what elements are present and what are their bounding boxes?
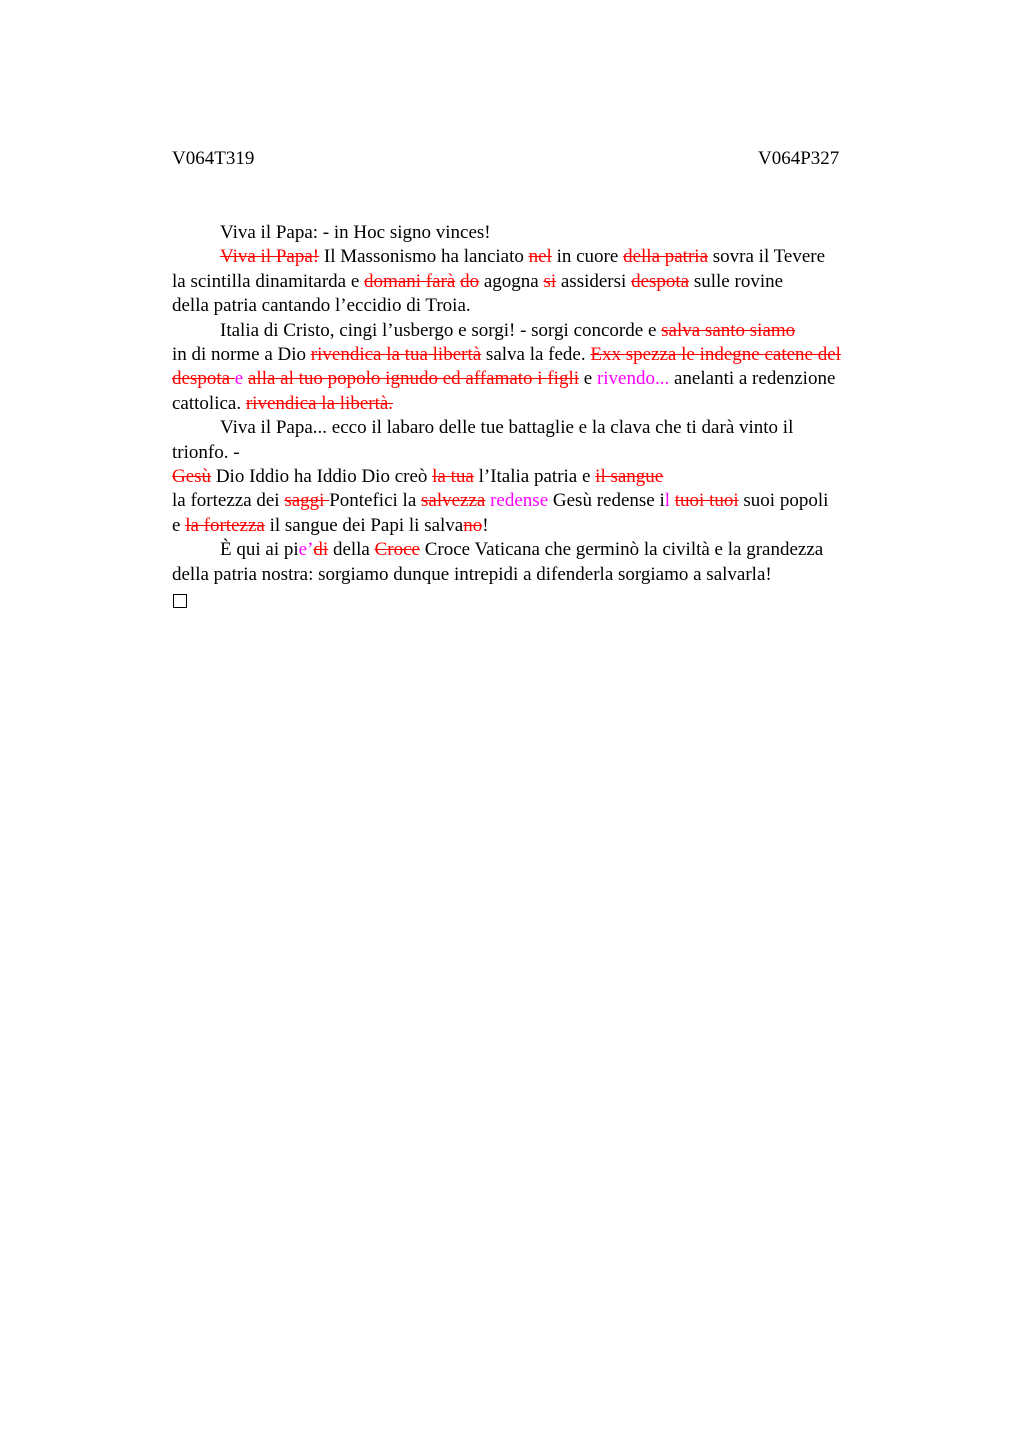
plain-text: salva la fede.	[481, 344, 591, 366]
text-line	[172, 563, 907, 587]
plain-text: !	[482, 514, 489, 536]
plain-text: Viva il Papa: - in Hoc signo vinces!	[220, 222, 491, 243]
plain-text: Viva il Papa... ecco il labaro delle tue battaglie e la clava che ti darà vinto il	[220, 417, 794, 439]
document-id-right: V064P327	[758, 148, 840, 169]
deleted-text: rivendica la tua libertà	[310, 344, 482, 366]
plain-text: cattolica.	[172, 392, 246, 414]
deleted-text: della patria	[623, 246, 709, 268]
text-line	[172, 245, 907, 269]
text-line	[172, 221, 907, 245]
text-line	[172, 270, 907, 294]
deleted-text: il sangue	[595, 466, 664, 488]
deleted-text: di	[313, 539, 329, 561]
plain-text: Pontefici la	[329, 490, 422, 512]
deleted-text: Viva il Papa!	[220, 246, 320, 268]
deleted-text: no	[463, 514, 483, 536]
document-id-left: V064T319	[172, 148, 255, 169]
plain-text: sulle rovine	[689, 270, 784, 292]
deleted-text: domani farà	[364, 270, 456, 292]
text-line	[172, 538, 907, 562]
deleted-text: si	[543, 270, 557, 292]
plain-text: agogna	[479, 270, 544, 292]
deleted-text: nel	[528, 246, 552, 268]
plain-text: Gesù redense i	[548, 490, 665, 512]
plain-text: il sangue dei Papi li salva	[264, 514, 464, 536]
deleted-text: saggi	[284, 490, 330, 512]
deleted-text: alla al tuo popolo ignudo ed affamato i figli	[247, 368, 579, 390]
deleted-text: Exx spezza le indegne catene del	[590, 344, 841, 366]
plain-text: della	[328, 539, 375, 561]
deleted-text: despota	[631, 270, 690, 292]
text-line	[172, 465, 907, 489]
plain-text: in cuore	[551, 246, 624, 268]
deleted-text: tuoi tuoi	[674, 490, 739, 512]
plain-text: trionfo. -	[172, 441, 240, 463]
text-line	[172, 514, 907, 538]
deleted-text: rivendica la libertà.	[245, 392, 394, 414]
text-line	[172, 319, 907, 343]
plain-text: la fortezza dei	[172, 490, 285, 512]
text-line	[172, 343, 907, 367]
text-line	[172, 392, 907, 416]
text-line	[172, 367, 907, 391]
text-line	[172, 489, 907, 513]
deleted-text: do	[460, 270, 480, 292]
plain-text: in di norme a Dio	[172, 344, 311, 366]
plain-text: l’Italia patria e	[473, 466, 596, 488]
plain-text: Italia di Cristo, cingi l’usbergo e sorgi! - sorgi concorde e	[220, 319, 662, 341]
deleted-text: despota	[172, 368, 235, 390]
inserted-text: l	[664, 490, 671, 512]
plain-text: Croce Vaticana che germinò la civiltà e la grandezza	[420, 539, 824, 561]
deleted-text: Croce	[374, 539, 420, 561]
plain-text: anelanti a redenzione	[669, 368, 836, 390]
plain-text: Il Massonismo ha lanciato	[319, 246, 529, 268]
inserted-text: rivendo...	[596, 368, 670, 390]
plain-text: della patria nostra: sorgiamo dunque intrepidi a difenderla sorgiamo a salvarla!	[172, 563, 772, 585]
plain-text: la scintilla dinamitarda e	[172, 270, 365, 292]
text-line	[172, 416, 907, 440]
deleted-text: salva santo siamo	[661, 319, 796, 341]
text-line	[172, 441, 907, 465]
deleted-text: salvezza	[421, 490, 486, 512]
plain-text: sovra il Tevere	[708, 246, 826, 268]
inserted-text: e’	[298, 539, 314, 561]
plain-text: assidersi	[556, 270, 632, 292]
end-marker-line	[172, 587, 907, 615]
plain-text: È qui ai pi	[220, 539, 299, 561]
deleted-text: la tua	[432, 466, 474, 488]
transcription-body	[172, 221, 907, 616]
deleted-text: la fortezza	[185, 514, 265, 536]
text-line	[172, 294, 907, 318]
plain-text: e	[579, 368, 597, 390]
inserted-text: e	[234, 368, 244, 390]
plain-text: Dio Iddio ha Iddio Dio creò	[211, 466, 433, 488]
deleted-text: Gesù	[172, 466, 212, 488]
plain-text: suoi popoli	[738, 490, 829, 512]
inserted-text: redense	[490, 490, 549, 512]
plain-text: e	[172, 514, 186, 536]
end-square-icon	[173, 594, 187, 608]
plain-text: della patria cantando l’eccidio di Troia.	[172, 295, 471, 317]
